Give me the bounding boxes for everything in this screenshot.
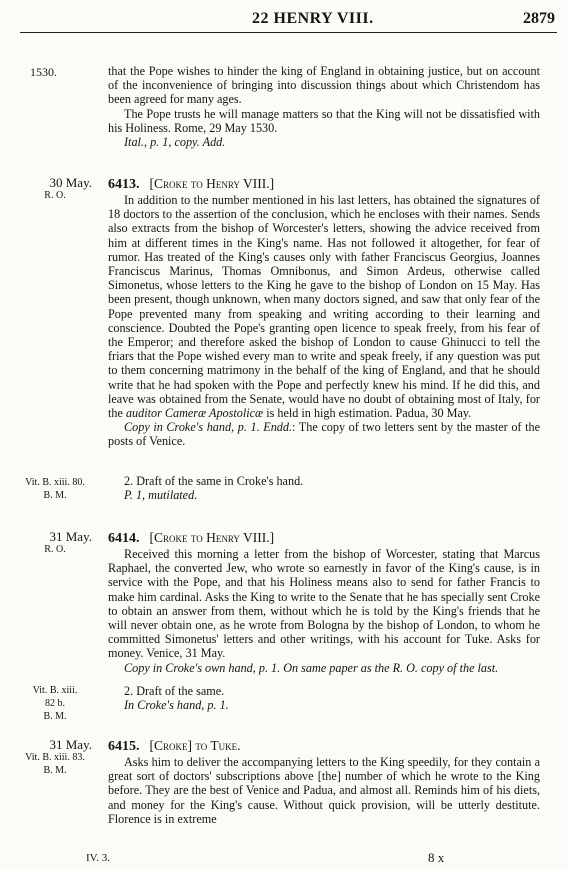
entry-6415 [108, 738, 540, 826]
margin-6414-draft: Vit. B. xiii. 82 b. B. M. [32, 685, 78, 722]
entry-date: 31 May. [49, 529, 92, 544]
entry-number: 6415. [108, 739, 140, 754]
margin-year: 1530. [30, 65, 57, 79]
signature-mark: 8 x [428, 850, 445, 865]
entry-text: In addition to the number mentioned in his last letters, has obtained the signatures of 18 doctors to the assertion of the conclusion, which he encloses with their names. Sends also extracts from the bishop of Worcester's letters, showing the advice received from him at different times in the King's name. Has not followed it altogether, for fear of rumor. Has treated of the King's causes only with father Franciscus Georgius, Joannes Franciscus Marinus, Thomas Omnibonus, and Simon Ardeus, otherwise called Simonetus, whose letters to the King he gave to the bishop of London on 15 May. Has been present, though unknown, when many doctors signed, and saw that only fear of the Pope prevented many from speaking and writing according to their learning and conscience. Doubted the Pope's granting open licence to speak freely, from his fear of the Emperor; and therefore asked the bishop of London to cause Ghinucci to tell the friars that the Pope wished every man to write and speak freely, if any question was put to them concerning matrimony in the behalf of the king of England, and that he should write that he had spoken with the Pope and perfectly knew his mind. If he did this, and leave was obtained from the Senate, would have no doubt of obtaining most of Italy, for the auditor Cameræ Apostolicæ is held in high estimation. Padua, 30 May. [108, 193, 540, 421]
margin-6413-draft: Vit. B. xiii. 80. B. M. [25, 477, 85, 501]
source-note: Copy in Croke's own hand, p. 1. On same paper as the R. O. copy of the last. [124, 660, 499, 675]
entry-number: 6413. [108, 177, 140, 192]
entry-date: 30 May. [49, 175, 92, 190]
entry-title: [Croke to Henry VIII.] [149, 176, 275, 191]
margin-6415: 31 May. Vit. B. xiii. 83. B. M. [10, 738, 100, 777]
entry-6414-draft: 2. Draft of the same. In Croke's hand, p. 1. [108, 684, 540, 712]
running-title: 22 HENRY VIII. [252, 10, 374, 27]
margin-6414 [10, 530, 100, 556]
source-note: Ital., p. 1, copy. Add. [124, 135, 226, 150]
entry-6413 [108, 176, 540, 449]
source-note: In Croke's hand, p. 1. [124, 698, 229, 713]
paragraph: The Pope trusts he will manage matters so that the King will not be dissatisfied with his Holiness. Rome, 29 May 1530. [108, 106, 540, 135]
header-rule [20, 32, 557, 33]
margin-6413 [10, 176, 100, 202]
entry-heading [108, 176, 540, 193]
entry-6413-draft: 2. Draft of the same in Croke's hand. P. 1, mutilated. [108, 474, 540, 502]
paragraph: that the Pope wishes to hinder the king of England in obtaining justice, but on account of the inconvenience of bringing into discussion things about which Christendom has been agreed for many ages. [108, 64, 540, 107]
entry-number: 6414. [108, 531, 140, 546]
entry-6414 [108, 530, 540, 675]
entry-title: [Croke to Henry VIII.] [149, 530, 275, 545]
volume-mark: IV. 3. [86, 852, 110, 864]
entry-text: Received this morning a letter from the bishop of Worcester, stating that Marcus Raphael, the converted Jew, who wrote so earnestly in favor of the King's cause, is in service with the Pope, and that his Holiness means also to send for father Francis to make him cardinal. Asks the King to write to the Senate that he has specially sent Croke to obtain an answer from them, without which he is told by the King's friends that he will never obtain one, as he wrote from Bologna by the bishop of London, to whom he committed Simonetus' letters and other writings, with his account for Tuke. Asks for money. Venice, 31 May. [108, 547, 540, 661]
repository-ref: Vit. B. xiii. 83. [25, 752, 85, 763]
entry-date: 31 May. [49, 737, 92, 752]
page-header [0, 6, 567, 32]
continuation-text [108, 64, 540, 149]
entry-title: [Croke] to Tuke. [149, 738, 241, 753]
repository-ref: R. O. [44, 190, 66, 201]
entry-heading [108, 738, 540, 755]
source-note: Copy in Croke's hand, p. 1. Endd.: The copy of two letters sent by the master of the posts of Venice. [108, 420, 540, 449]
repository-ref: R. O. [44, 544, 66, 555]
source-note: P. 1, mutilated. [124, 488, 198, 503]
entry-heading [108, 530, 540, 547]
page-number: 2879 [523, 10, 555, 27]
entry-text: Asks him to deliver the accompanying letters to the King speedily, for they contain a great sort of doctors' subscriptions above [the] number of which he wrote to the King before. They are the best of Venice and Padua, and almost all. Reminds him of his diets, and money for the King's cause. Without quick provision, will be utterly destitute. Florence is in extreme [108, 755, 540, 826]
